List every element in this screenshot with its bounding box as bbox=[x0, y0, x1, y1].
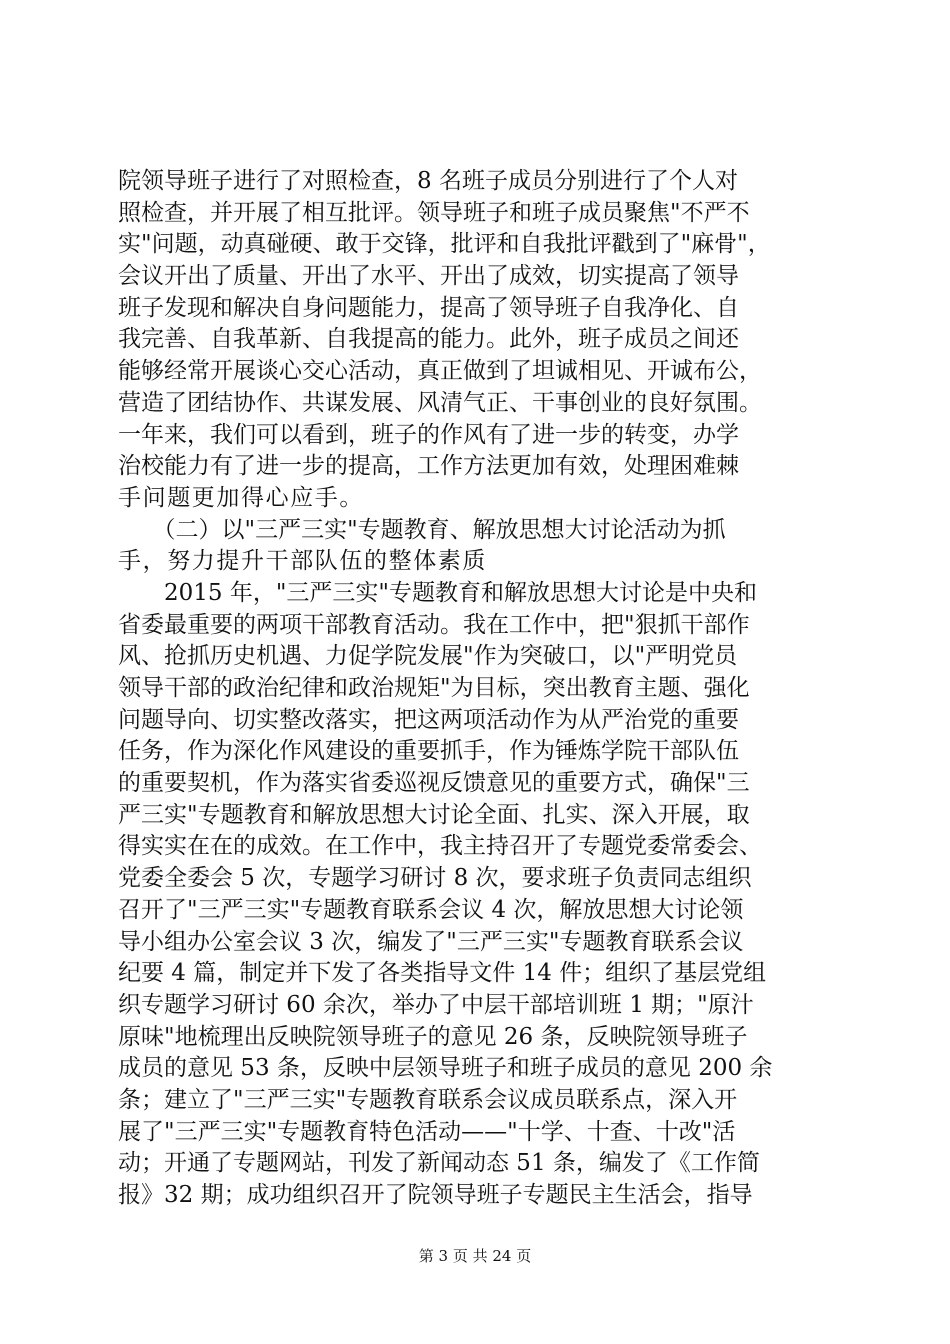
text-line: 手问题更加得心应手。 bbox=[118, 484, 364, 511]
text-line: 原味"地梳理出反映院领导班子的意见 26 条，反映院领导班子 bbox=[118, 1023, 748, 1050]
text-line: 的重要契机，作为落实省委巡视反馈意见的重要方式，确保"三 bbox=[118, 770, 750, 797]
text-line: 会议开出了质量、开出了水平、开出了成效，切实提高了领导 bbox=[118, 263, 739, 290]
text-line: 织专题学习研讨 60 余次，举办了中层干部培训班 1 期；"原汁 bbox=[118, 991, 754, 1018]
text-line: 动；开通了专题网站，刊发了新闻动态 51 条，编发了《工作简 bbox=[118, 1150, 760, 1177]
text-line: 任务，作为深化作风建设的重要抓手，作为锤炼学院干部队伍 bbox=[118, 738, 739, 765]
text-line: （二）以"三严三实"专题教育、解放思想大讨论活动为抓 bbox=[118, 516, 726, 543]
text-line: 导小组办公室会议 3 次，编发了"三严三实"专题教育联系会议 bbox=[118, 928, 744, 955]
text-line: 治校能力有了进一步的提高，工作方法更加有效，处理困难棘 bbox=[118, 453, 739, 480]
text-line: 能够经常开展谈心交心活动，真正做到了坦诚相见、开诚布公， bbox=[118, 358, 762, 385]
text-line: 风、抢抓历史机遇、力促学院发展"作为突破口，以"严明党员 bbox=[118, 643, 738, 670]
text-line: 展了"三严三实"专题教育特色活动——"十学、十查、十改"活 bbox=[118, 1118, 736, 1145]
text-line: 严三实"专题教育和解放思想大讨论全面、扎实、深入开展，取 bbox=[118, 801, 750, 828]
body-text bbox=[118, 166, 848, 1212]
text-line: 一年来，我们可以看到，班子的作风有了进一步的转变，办学 bbox=[118, 421, 739, 448]
text-line: 领导干部的政治纪律和政治规矩"为目标，突出教育主题、强化 bbox=[118, 675, 750, 701]
text-line: 2015 年，"三严三实"专题教育和解放思想大讨论是中央和 bbox=[118, 579, 758, 606]
text-line: 营造了团结协作、共谋发展、风清气正、干事创业的良好氛围。 bbox=[118, 389, 762, 416]
text-line: 班子发现和解决自身问题能力，提高了领导班子自我净化、自 bbox=[118, 294, 739, 321]
text-line: 问题导向、切实整改落实，把这两项活动作为从严治党的重要 bbox=[118, 706, 739, 733]
text-line: 手，努力提升干部队伍的整体素质 bbox=[118, 548, 487, 575]
text-line: 成员的意见 53 条，反映中层领导班子和班子成员的意见 200 余 bbox=[118, 1055, 773, 1082]
text-line: 省委最重要的两项干部教育活动。我在工作中，把"狠抓干部作 bbox=[118, 611, 750, 638]
text-line: 召开了"三严三实"专题教育联系会议 4 次，解放思想大讨论领 bbox=[118, 896, 744, 923]
text-line: 实"问题，动真碰硬、敢于交锋，批评和自我批评戳到了"麻骨"， bbox=[118, 231, 771, 258]
text-line: 院领导班子进行了对照检查，8 名班子成员分别进行了个人对 bbox=[118, 168, 738, 194]
text-line: 党委全委会 5 次，专题学习研讨 8 次，要求班子负责同志组织 bbox=[118, 865, 752, 892]
text-line: 照检查，并开展了相互批评。领导班子和班子成员聚焦"不严不 bbox=[118, 199, 750, 226]
text-line: 得实实在在的成效。在工作中，我主持召开了专题党委常委会、 bbox=[118, 833, 762, 860]
page-footer: 第 3 页 共 24 页 bbox=[418, 1247, 532, 1265]
text-line: 报》32 期；成功组织召开了院领导班子专题民主生活会，指导 bbox=[118, 1182, 753, 1208]
text-line: 条；建立了"三严三实"专题教育联系会议成员联系点，深入开 bbox=[118, 1086, 738, 1113]
text-line: 纪要 4 篇，制定并下发了各类指导文件 14 件；组织了基层党组 bbox=[118, 960, 767, 987]
text-line: 我完善、自我革新、自我提高的能力。此外，班子成员之间还 bbox=[118, 326, 739, 353]
